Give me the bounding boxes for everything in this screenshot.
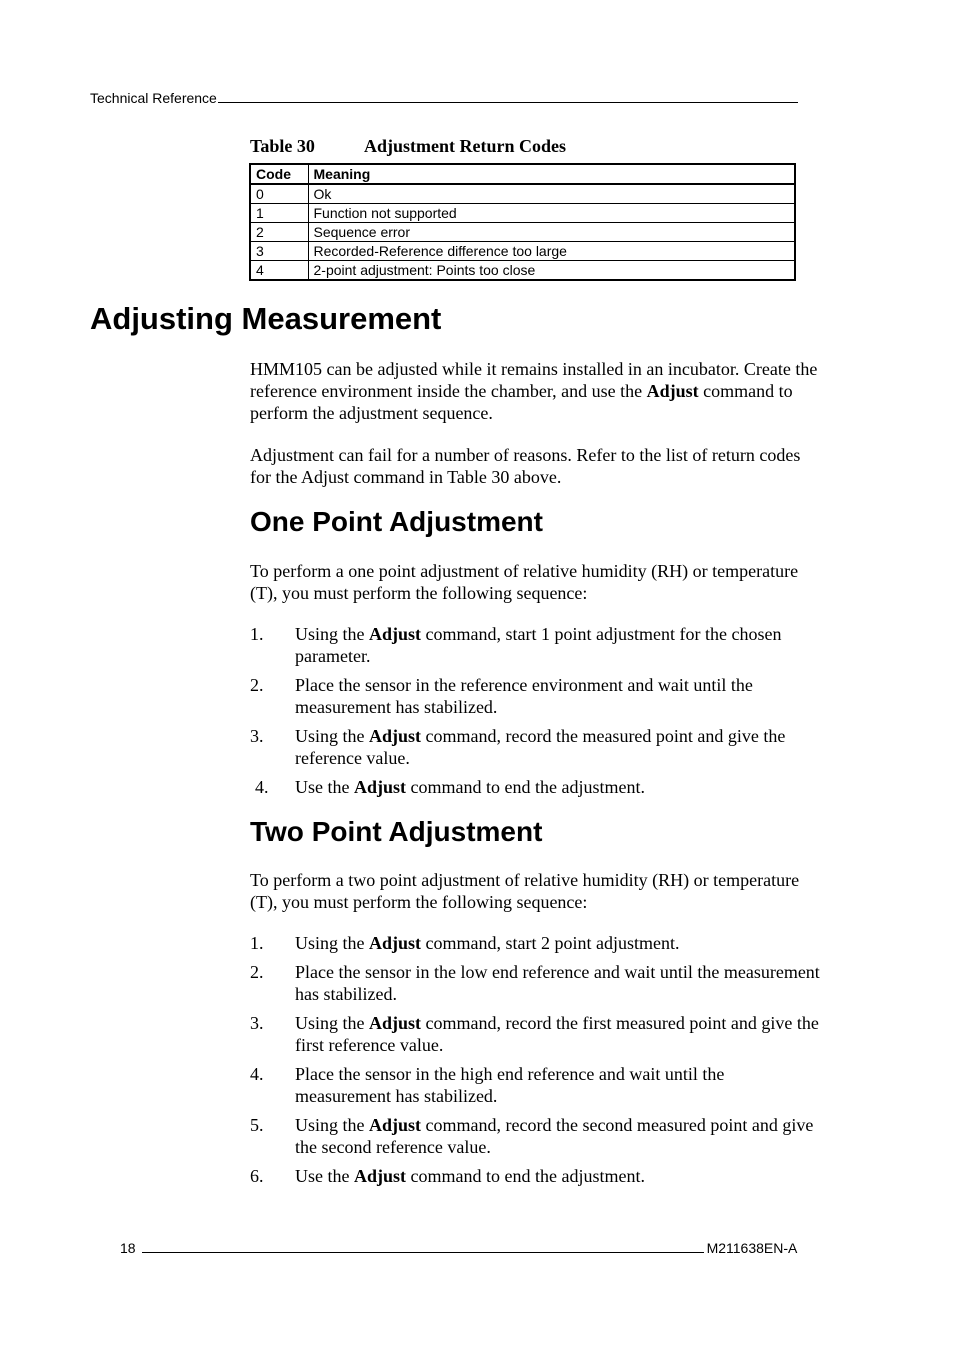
step-command: Adjust (369, 933, 422, 953)
cell-meaning: Recorded-Reference difference too large (308, 242, 795, 261)
intro-text: HMM105 can be adjusted while it remains installed in an incubator. Create the reference environment inside the chamber, and use the (250, 359, 818, 401)
list-item (250, 961, 820, 1005)
step-text-end: command, start 1 point adjustment for the chosen parameter. (295, 624, 782, 666)
column-header-code: Code (250, 164, 308, 184)
step-number: 3. (250, 1013, 264, 1033)
two-point-steps (250, 932, 820, 1194)
cell-meaning: 2-point adjustment: Points too close (308, 261, 795, 281)
list-item (250, 776, 820, 798)
list-item (250, 932, 820, 954)
return-codes-table (249, 163, 796, 281)
step-number: 4. (255, 777, 269, 797)
step-text-end: command to end the adjustment. (406, 777, 645, 797)
table-row (250, 261, 795, 281)
table-row (250, 223, 795, 242)
intro-text-end: command to perform the adjustment sequence. (250, 381, 793, 423)
footer-rule (142, 1252, 704, 1253)
list-item (250, 1063, 820, 1107)
table-header-row (250, 164, 795, 184)
page-number: 18 (120, 1240, 136, 1256)
two-point-intro: To perform a two point adjustment of relative humidity (RH) or temperature (T), you must perform the following sequence: (250, 870, 800, 912)
step-command: Adjust (353, 777, 406, 797)
step-text: Place the sensor in the high end reference and wait until the measurement has stabilized. (295, 1064, 725, 1106)
cell-code: 2 (250, 223, 308, 242)
one-point-intro: To perform a one point adjustment of relative humidity (RH) or temperature (T), you must perform the following sequence: (250, 561, 799, 603)
step-number: 2. (250, 962, 264, 982)
step-number: 2. (250, 675, 264, 695)
step-command: Adjust (369, 726, 422, 746)
cell-meaning: Function not supported (308, 204, 795, 223)
list-item (250, 1165, 820, 1187)
step-text: Using the (295, 933, 369, 953)
adjust-command-term: Adjust (646, 381, 699, 401)
step-text: Using the (295, 1013, 369, 1033)
intro-paragraph (250, 358, 820, 424)
list-item (250, 674, 820, 718)
step-number: 6. (250, 1166, 264, 1186)
cell-meaning: Sequence error (308, 223, 795, 242)
step-command: Adjust (353, 1166, 406, 1186)
list-item (250, 623, 820, 667)
cell-code: 1 (250, 204, 308, 223)
subheading-one-point-adjustment: One Point Adjustment (250, 506, 543, 537)
column-header-meaning: Meaning (308, 164, 795, 184)
table-number: Table 30 (250, 136, 315, 156)
step-command: Adjust (369, 1115, 422, 1135)
step-number: 1. (250, 933, 264, 953)
subheading-two-point-adjustment: Two Point Adjustment (250, 816, 543, 847)
step-text: Place the sensor in the low end reference and wait until the measurement has stabilized. (295, 962, 820, 1004)
list-item (250, 1012, 820, 1056)
list-item (250, 1114, 820, 1158)
running-footer (120, 1240, 820, 1256)
header-rule (218, 102, 798, 103)
table-caption (250, 136, 566, 157)
step-number: 3. (250, 726, 264, 746)
cell-code: 0 (250, 184, 308, 204)
step-command: Adjust (369, 1013, 422, 1033)
return-codes-paragraph: Adjustment can fail for a number of reasons. Refer to the list of return codes for the Adjust command in Table 30 above. (250, 445, 801, 487)
document-code: M211638EN-A (706, 1240, 798, 1256)
step-text-end: command, record the first measured point and give the first reference value. (295, 1013, 819, 1055)
table-row (250, 242, 795, 261)
step-text: Using the (295, 624, 369, 644)
step-text: Use the (295, 777, 354, 797)
step-text-end: command, start 2 point adjustment. (421, 933, 680, 953)
list-item (250, 725, 820, 769)
table-row (250, 204, 795, 223)
header-section-title: Technical Reference (90, 90, 217, 106)
step-number: 4. (250, 1064, 264, 1084)
step-text-end: command, record the measured point and give the reference value. (295, 726, 786, 768)
table-title: Adjustment Return Codes (364, 136, 566, 156)
section-heading-adjusting-measurement: Adjusting Measurement (90, 301, 442, 336)
table-row (250, 184, 795, 204)
step-text-end: command, record the second measured point and give the second reference value. (295, 1115, 814, 1157)
one-point-steps (250, 623, 820, 805)
step-text: Using the (295, 1115, 369, 1135)
running-header (90, 90, 815, 106)
cell-code: 4 (250, 261, 308, 281)
step-number: 5. (250, 1115, 264, 1135)
cell-code: 3 (250, 242, 308, 261)
step-text: Using the (295, 726, 369, 746)
step-command: Adjust (369, 624, 422, 644)
cell-meaning: Ok (308, 184, 795, 204)
step-text-end: command to end the adjustment. (406, 1166, 645, 1186)
step-text: Place the sensor in the reference environment and wait until the measurement has stabilized. (295, 675, 753, 717)
step-text: Use the (295, 1166, 354, 1186)
step-number: 1. (250, 624, 264, 644)
